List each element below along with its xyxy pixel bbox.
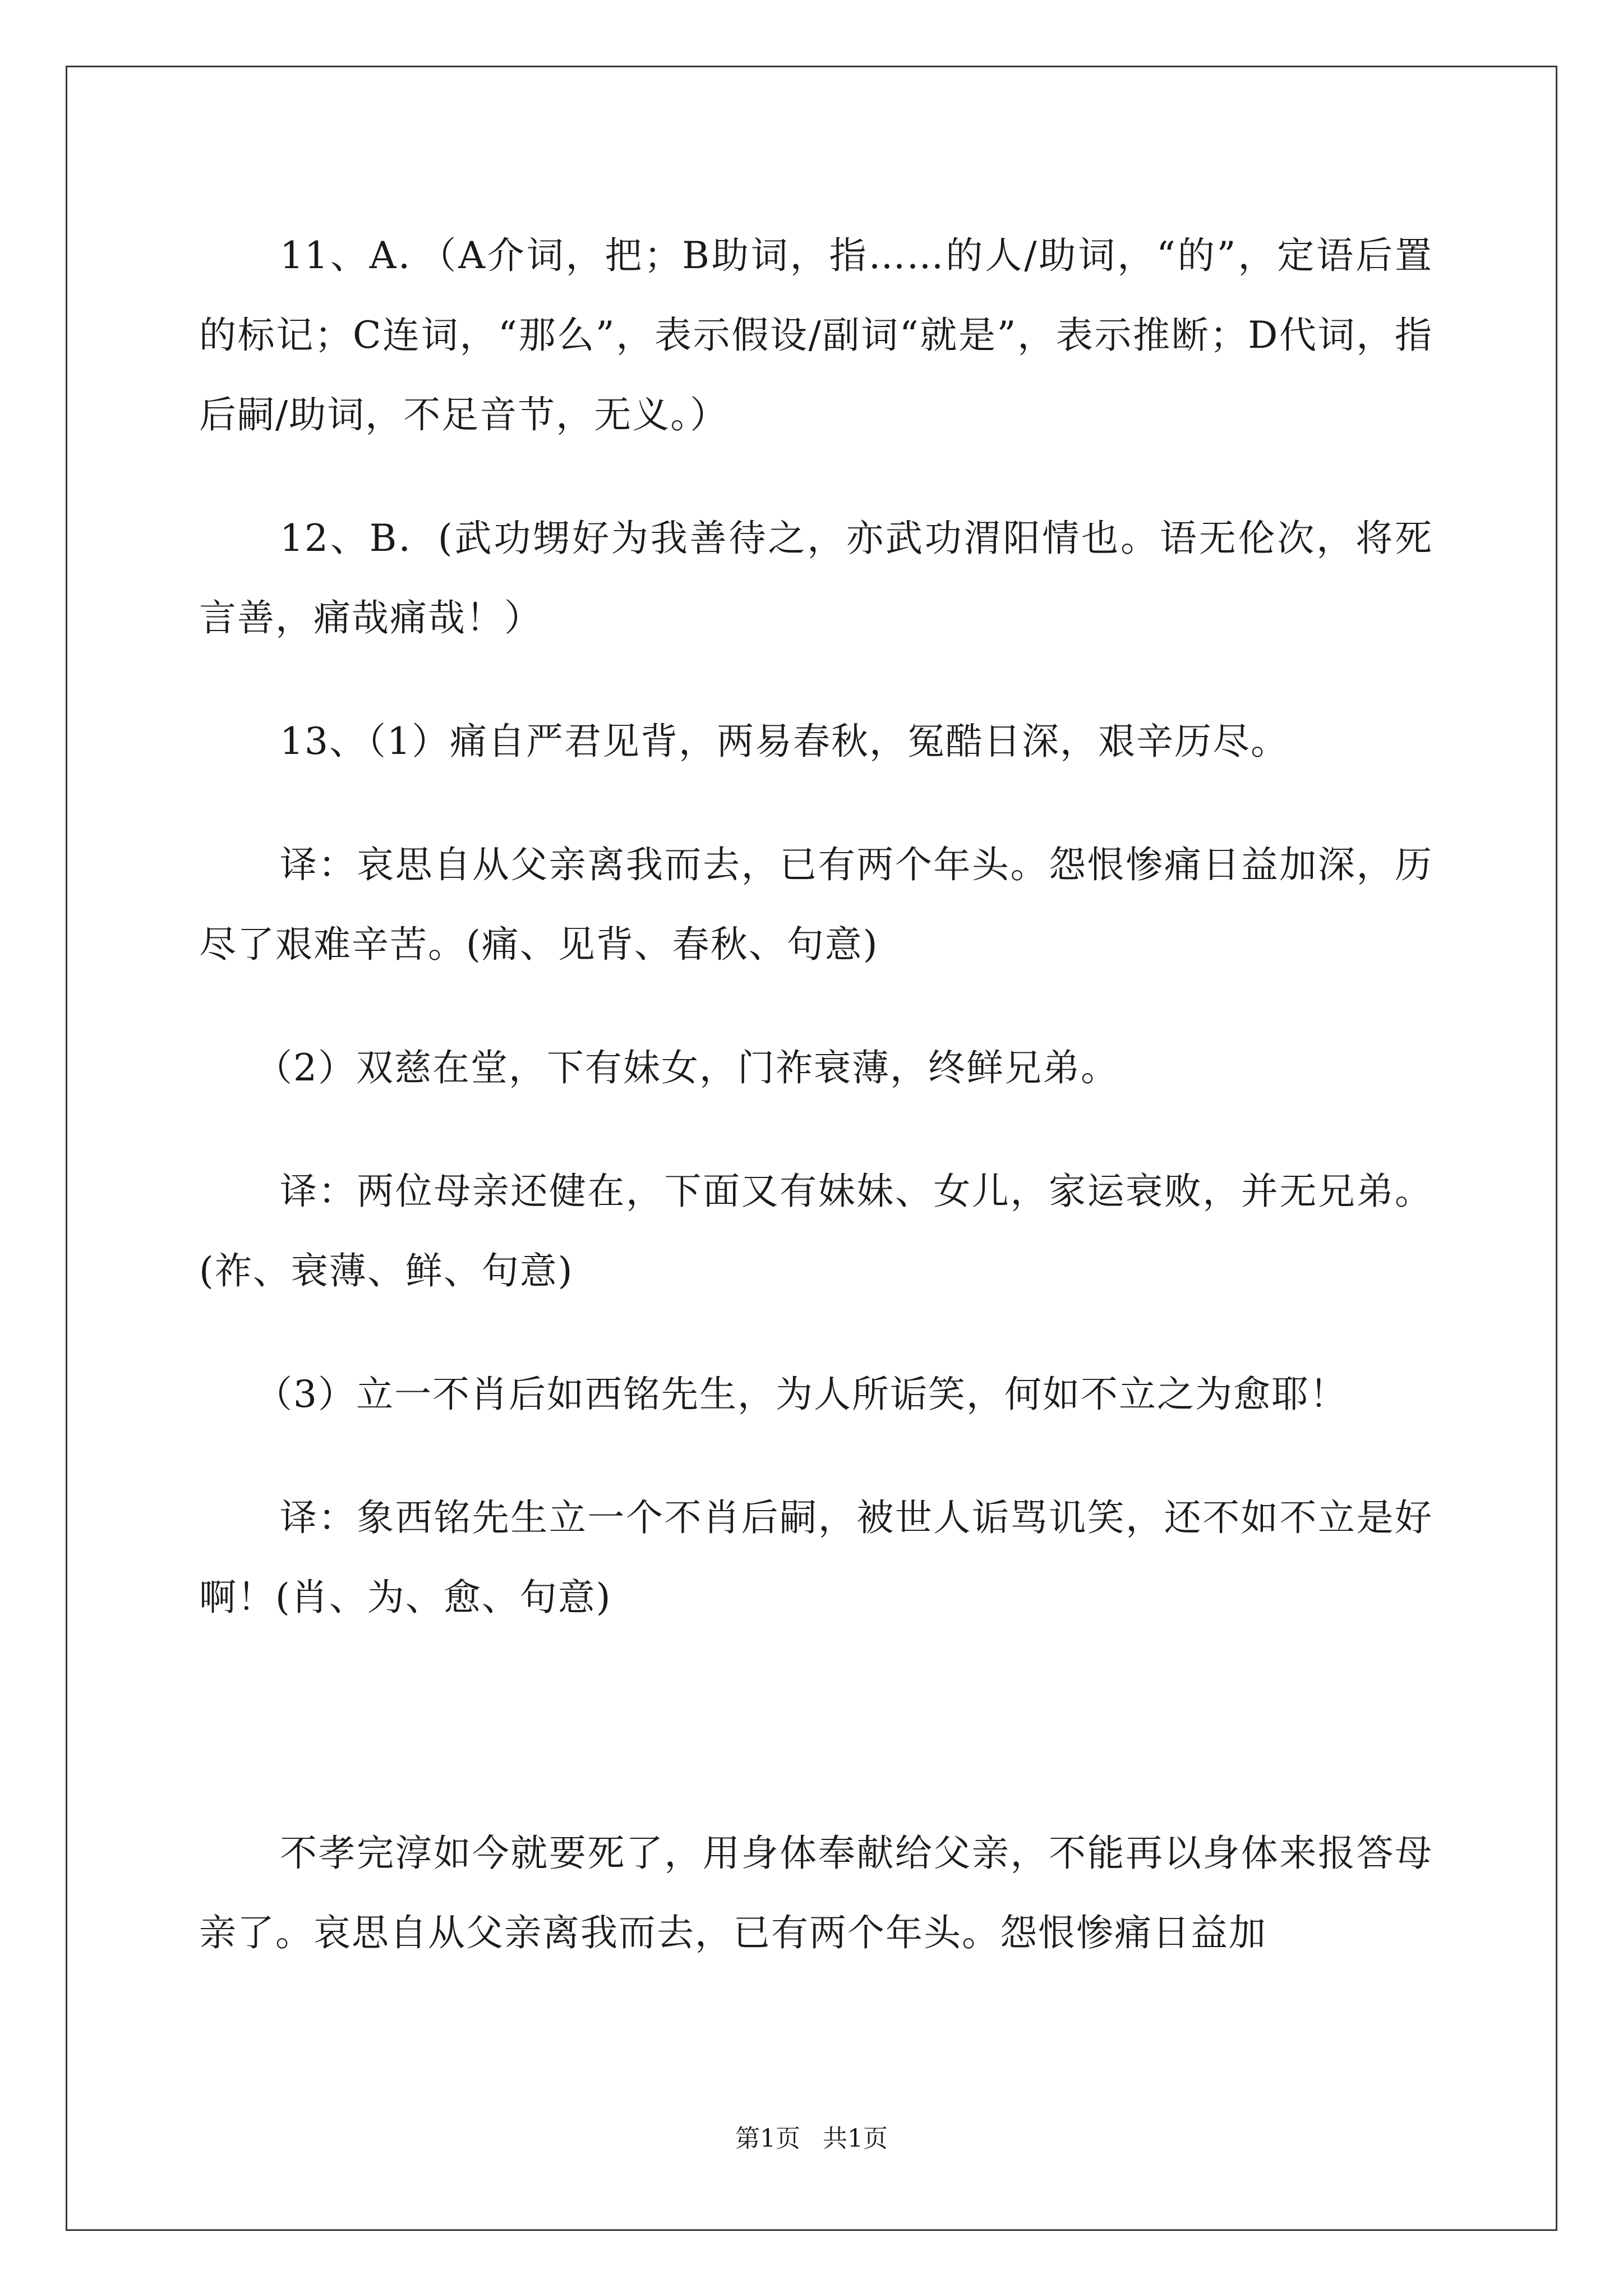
translation-13-3: 译：象西铭先生立一个不肖后嗣，被世人诟骂讥笑，还不如不立是好啊！(肖、为、愈、句意)	[199, 1496, 1433, 1619]
document-body	[199, 216, 1433, 1973]
page-number: 第1页	[735, 2124, 800, 2153]
answer-13-1: 13、（1）痛自严君见背，两易春秋，冤酷日深，艰辛历尽。	[280, 720, 1289, 763]
page-footer	[0, 2123, 1623, 2155]
final-translation: 不孝完淳如今就要死了，用身体奉献给父亲，不能再以身体来报答母亲了。哀思自从父亲离我而去，已有两个年头。怨恨惨痛日益加	[199, 1832, 1433, 1954]
answer-13-3: （3）立一不肖后如西铭先生，为人所诟笑，何如不立之为愈耶！	[255, 1373, 1348, 1416]
translation-13-1: 译：哀思自从父亲离我而去，已有两个年头。怨恨惨痛日益加深，历尽了艰难辛苦。(痛、见背、春秋、句意)	[199, 843, 1433, 966]
answer-13-2: （2）双慈在堂，下有妹女，门祚衰薄，终鲜兄弟。	[255, 1046, 1119, 1089]
translation-13-2: 译：两位母亲还健在，下面又有妹妹、女儿，家运衰败，并无兄弟。(祚、衰薄、鲜、句意)	[199, 1170, 1433, 1292]
answer-12: 12、B．(武功甥好为我善待之，亦武功渭阳情也。语无伦次，将死言善，痛哉痛哉！）	[199, 517, 1433, 639]
answer-11: 11、A．（A介词，把；B助词，指……的人/助词，“的”，定语后置的标记；C连词，“那么”，表示假设/副词“就是”，表示推断；D代词，指后嗣/助词，不足音节，无义。）	[199, 234, 1433, 436]
page-total: 共1页	[823, 2124, 888, 2153]
